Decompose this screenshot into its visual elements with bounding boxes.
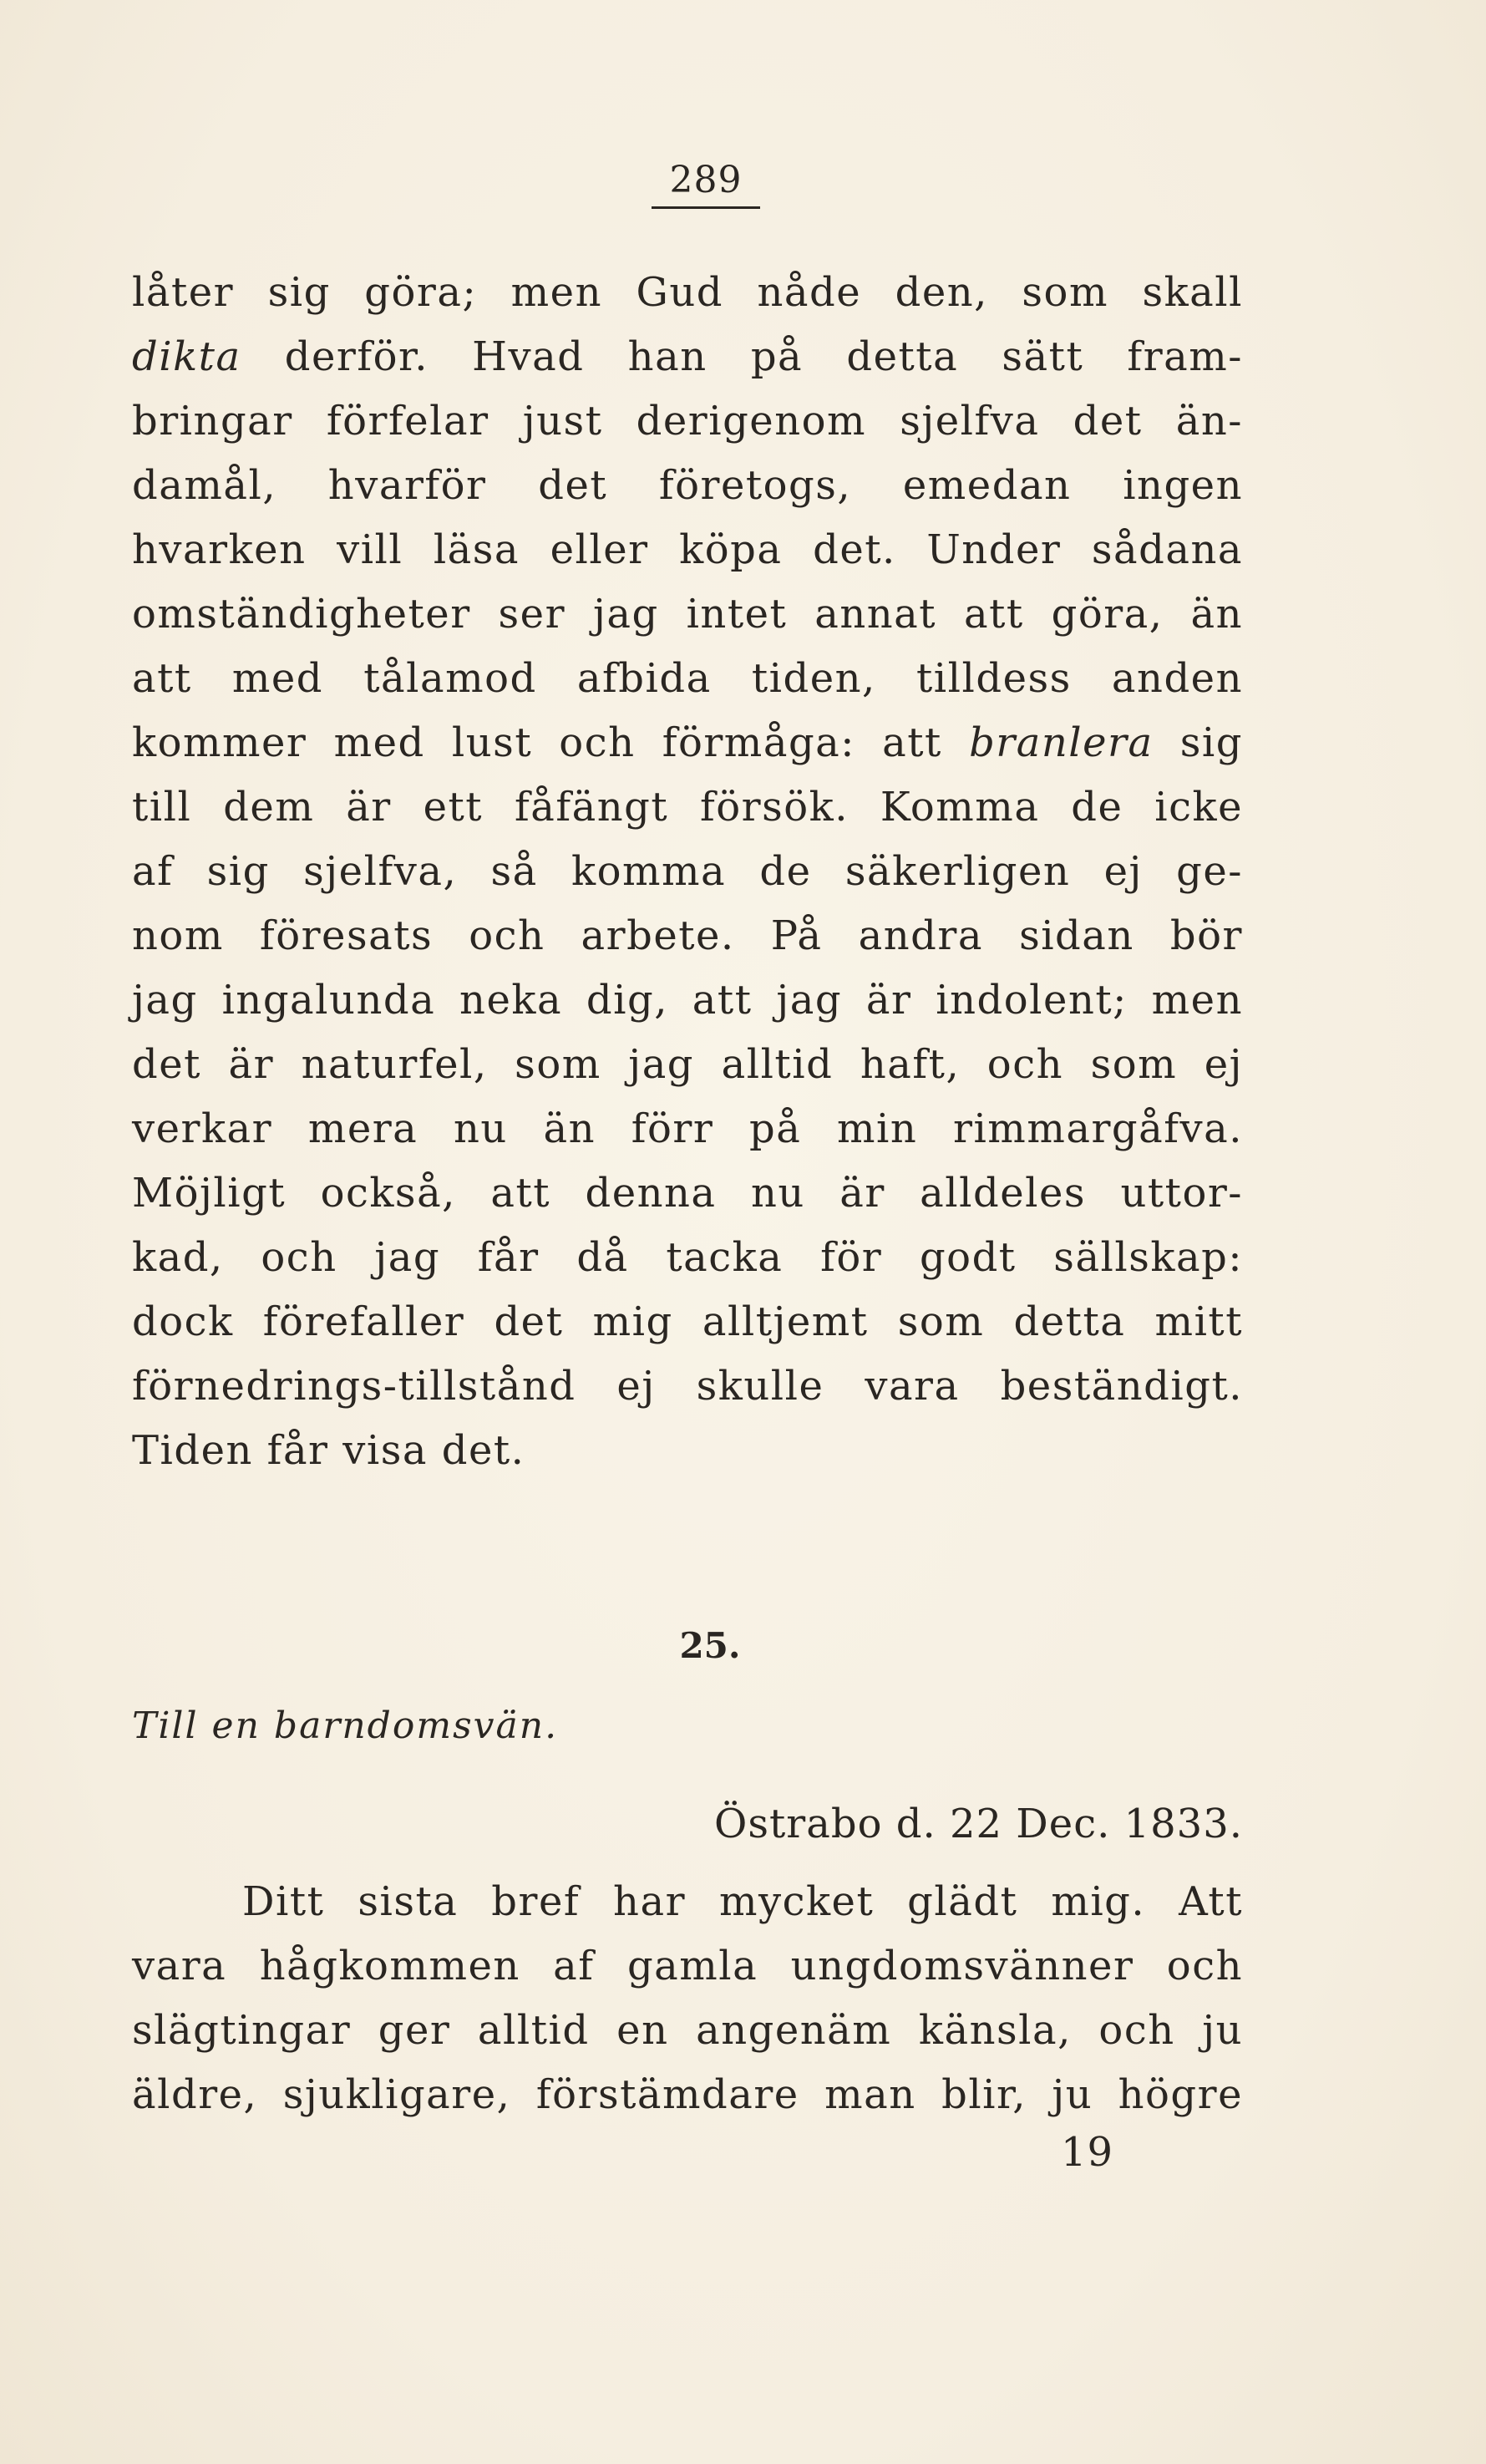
text-line: nom föresats och arbete. På andra sidan bör — [132, 912, 1243, 959]
text-line: låter sig göra; men Gud nåde den, som skall — [132, 269, 1243, 316]
section-number: 25. — [679, 1625, 741, 1666]
italic-word: dikta — [132, 333, 241, 380]
text-line: Tiden får visa det. — [132, 1427, 525, 1474]
text-line: verkar mera nu än förr på min rimmargåfva. — [132, 1105, 1243, 1152]
letter-dateline: Östrabo d. 22 Dec. 1833. — [714, 1801, 1243, 1847]
text-line: Ditt sista bref har mycket glädt mig. Att — [242, 1878, 1243, 1925]
italic-word: branlera — [969, 719, 1154, 766]
text-line: Möjligt också, att denna nu är alldeles uttor- — [132, 1170, 1243, 1217]
text-line: af sig sjelfva, så komma de säkerligen ej ge- — [132, 848, 1243, 895]
text-line: vara hågkommen af gamla ungdomsvänner och — [132, 1943, 1243, 1989]
text-line: det är naturfel, som jag alltid haft, och som ej — [132, 1041, 1243, 1088]
text-line: dock förefaller det mig alltjemt som detta mitt — [132, 1298, 1243, 1345]
text-line: jag ingalunda neka dig, att jag är indolent; men — [132, 977, 1243, 1024]
page-number: 289 — [652, 159, 760, 209]
text-line: äldre, sjukligare, förstämdare man blir, ju högre — [132, 2071, 1243, 2118]
text-line: omständigheter ser jag intet annat att göra, än — [132, 591, 1243, 638]
signature-mark: 19 — [1061, 2129, 1114, 2176]
text-line: till dem är ett fåfängt försök. Komma de icke — [132, 784, 1243, 831]
text-line-with-italic — [132, 711, 1243, 775]
letter-paragraph — [132, 1870, 1243, 2127]
text-fragment: sig — [1153, 719, 1244, 766]
text-line: att med tålamod afbida tiden, tilldess anden — [132, 655, 1243, 702]
text-line: hvarken vill läsa eller köpa det. Under sådana — [132, 526, 1243, 573]
text-line: förnedrings-tillstånd ej skulle vara beständigt. — [132, 1363, 1243, 1410]
text-line-with-italic — [132, 325, 1243, 389]
letter-title: Till en barndomsvän. — [132, 1704, 559, 1747]
text-line: damål, hvarför det företogs, emedan ingen — [132, 462, 1243, 509]
text-line: slägtingar ger alltid en angenäm känsla, och ju — [132, 2007, 1243, 2054]
paragraph-continued — [132, 261, 1243, 1483]
text-line: kad, och jag får då tacka för godt sällskap: — [132, 1234, 1243, 1281]
text-line: bringar förfelar just derigenom sjelfva det än- — [132, 398, 1243, 445]
text-fragment: derför. Hvad han på detta sätt fram- — [241, 333, 1243, 380]
text-fragment: kommer med lust och förmåga: att — [132, 719, 970, 766]
